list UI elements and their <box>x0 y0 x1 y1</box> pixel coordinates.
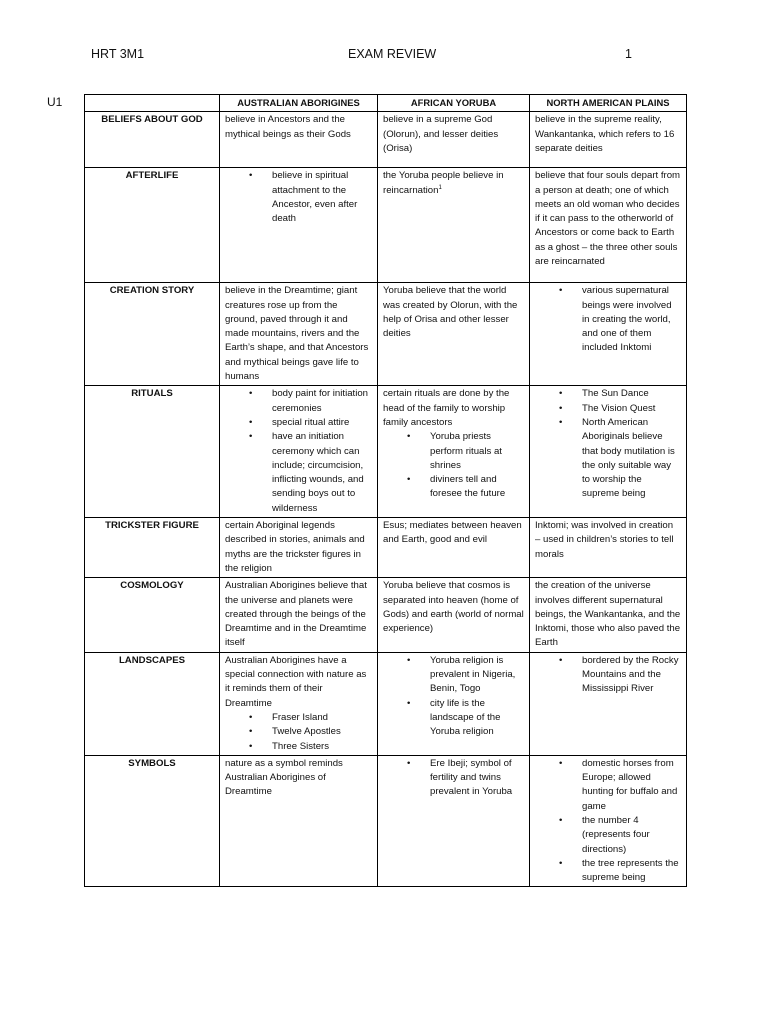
row-header: SYMBOLS <box>85 755 220 887</box>
cell-text <box>535 169 681 269</box>
cell-nap <box>530 578 687 652</box>
cell-aus <box>220 386 378 518</box>
row-header: LANDSCAPES <box>85 652 220 755</box>
cell-text <box>383 519 524 548</box>
page-number: 1 <box>625 47 632 61</box>
list-item: • the tree represents the supreme being <box>582 857 681 886</box>
list-item: • believe in spiritual attachment to the Ancestor, even after death <box>272 169 372 226</box>
bullet-list <box>535 757 681 886</box>
cell-text-content: Yoruba believe that cosmos is separated into heaven (home of Gods) and earth (world of normal experience) <box>383 580 524 635</box>
cell-text-content: believe in the Dreamtime; giant creatures rose up from the ground, paved through it and made mountains, rivers and the Earth’s shape, and that Ancestors and mythical beings gave life to humans <box>225 285 369 383</box>
bullet-list <box>225 169 372 226</box>
cell-yor <box>378 283 530 386</box>
table-row <box>85 518 687 578</box>
table-row <box>85 755 687 887</box>
cell-text-content: Yoruba believe that the world was created by Olorun, with the help of Orisa and other lesser deities <box>383 285 518 340</box>
list-item: • North American Aboriginals believe that body mutilation is the only suitable way to worship the supreme being <box>582 416 681 502</box>
cell-aus <box>220 112 378 168</box>
cell-yor <box>378 518 530 578</box>
cell-nap <box>530 386 687 518</box>
document-title: EXAM REVIEW <box>348 47 437 61</box>
list-item: • Fraser Island <box>272 711 372 725</box>
cell-aus <box>220 578 378 652</box>
cell-nap <box>530 755 687 887</box>
cell-text <box>225 654 372 711</box>
bullet-list <box>225 387 372 516</box>
cell-aus <box>220 283 378 386</box>
column-header: AFRICAN YORUBA <box>378 95 530 112</box>
cell-aus <box>220 652 378 755</box>
cell-text-content: the creation of the universe involves different supernatural beings, the Wankantanka, and the Inktomi, those who also paved the Earth <box>535 580 681 649</box>
cell-text <box>225 113 372 142</box>
cell-text-content: Australian Aborigines believe that the universe and planets were created through the beings of the Dreamtime and in the Dreamtime itself <box>225 580 367 649</box>
cell-nap <box>530 652 687 755</box>
footnote-marker: 1 <box>438 184 442 191</box>
cell-text-content: nature as a symbol reminds Australian Aborigines of Dreamtime <box>225 757 343 798</box>
row-header: BELIEFS ABOUT GOD <box>85 112 220 168</box>
cell-yor <box>378 386 530 518</box>
cell-yor <box>378 578 530 652</box>
cell-text-content: certain rituals are done by the head of the family to worship family ancestors <box>383 388 510 428</box>
review-table <box>84 94 687 887</box>
list-item: • various supernatural beings were involved in creating the world, and one of them included Inktomi <box>582 284 681 355</box>
cell-text-content: Australian Aborigines have a special connection with nature as it reminds them of their Dreamtime <box>225 654 367 709</box>
row-header: RITUALS <box>85 386 220 518</box>
table-row <box>85 283 687 386</box>
cell-aus <box>220 755 378 887</box>
cell-aus <box>220 168 378 283</box>
cell-text-content: Esus; mediates between heaven and Earth, good and evil <box>383 520 522 546</box>
cell-text-content: Inktomi; was involved in creation – used in children’s stories to tell morals <box>535 520 674 560</box>
list-item: • Twelve Apostles <box>272 725 372 739</box>
bullet-list <box>535 387 681 501</box>
row-header: COSMOLOGY <box>85 578 220 652</box>
list-item: • domestic horses from Europe; allowed hunting for buffalo and game <box>582 757 681 814</box>
list-item: • special ritual attire <box>272 416 372 430</box>
cell-text <box>383 579 524 636</box>
table-row <box>85 112 687 168</box>
bullet-list <box>383 757 524 800</box>
list-item: • Yoruba religion is prevalent in Nigeria, Benin, Togo <box>430 654 524 697</box>
cell-text <box>225 579 372 650</box>
column-header: NORTH AMERICAN PLAINS <box>530 95 687 112</box>
corner-cell <box>85 95 220 112</box>
cell-text <box>383 169 524 198</box>
list-item: • diviners tell and foresee the future <box>430 473 524 502</box>
cell-nap <box>530 168 687 283</box>
cell-text <box>383 284 524 341</box>
unit-label: U1 <box>47 95 63 109</box>
bullet-list <box>383 654 524 740</box>
cell-text-content: certain Aboriginal legends described in stories, animals and myths are the trickster figures in the religion <box>225 520 365 574</box>
row-header: TRICKSTER FIGURE <box>85 518 220 578</box>
list-item: • Yoruba priests perform rituals at shrines <box>430 430 524 473</box>
table-row <box>85 168 687 283</box>
cell-text-content: the Yoruba people believe in reincarnation <box>383 170 504 196</box>
list-item: • The Sun Dance <box>582 387 681 401</box>
cell-yor <box>378 112 530 168</box>
list-item: • Three Sisters <box>272 740 372 754</box>
list-item: • body paint for initiation ceremonies <box>272 387 372 416</box>
table-row <box>85 578 687 652</box>
list-item: • bordered by the Rocky Mountains and the Mississippi River <box>582 654 681 697</box>
bullet-list <box>535 654 681 697</box>
table-body <box>85 112 687 887</box>
cell-text-content: believe in the supreme reality, Wankantanka, which refers to 16 separate deities <box>535 114 675 154</box>
cell-nap <box>530 112 687 168</box>
list-item: • have an initiation ceremony which can include; circumcision, inflicting wounds, and sending boys out to wilderness <box>272 430 372 516</box>
cell-yor <box>378 755 530 887</box>
table-header-row <box>85 95 687 112</box>
list-item: • The Vision Quest <box>582 402 681 416</box>
cell-text <box>535 579 681 650</box>
cell-text-content: believe in a supreme God (Olorun), and lesser deities (Orisa) <box>383 114 499 154</box>
list-item: • the number 4 (represents four directions) <box>582 814 681 857</box>
table-row <box>85 386 687 518</box>
bullet-list <box>383 430 524 501</box>
cell-text <box>225 519 372 576</box>
cell-text-content: believe that four souls depart from a person at death; one of which meets an old woman who decides if it can pass to the otherworld of Ancestors or come back to Earth as a ghost – the three other souls are reincarnated <box>535 170 681 268</box>
cell-text <box>225 284 372 384</box>
cell-yor <box>378 168 530 283</box>
row-header: AFTERLIFE <box>85 168 220 283</box>
cell-nap <box>530 283 687 386</box>
cell-text <box>383 113 524 156</box>
cell-text <box>225 757 372 800</box>
course-code: HRT 3M1 <box>91 47 145 61</box>
row-header: CREATION STORY <box>85 283 220 386</box>
cell-nap <box>530 518 687 578</box>
table-row <box>85 652 687 755</box>
bullet-list <box>225 711 372 754</box>
cell-text-content: believe in Ancestors and the mythical beings as their Gods <box>225 114 351 140</box>
cell-yor <box>378 652 530 755</box>
cell-aus <box>220 518 378 578</box>
bullet-list <box>535 284 681 355</box>
list-item: • Ere Ibeji; symbol of fertility and twins prevalent in Yoruba <box>430 757 524 800</box>
list-item: • city life is the landscape of the Yoruba religion <box>430 697 524 740</box>
cell-text <box>383 387 524 430</box>
cell-text <box>535 519 681 562</box>
cell-text <box>535 113 681 156</box>
column-header: AUSTRALIAN ABORIGINES <box>220 95 378 112</box>
